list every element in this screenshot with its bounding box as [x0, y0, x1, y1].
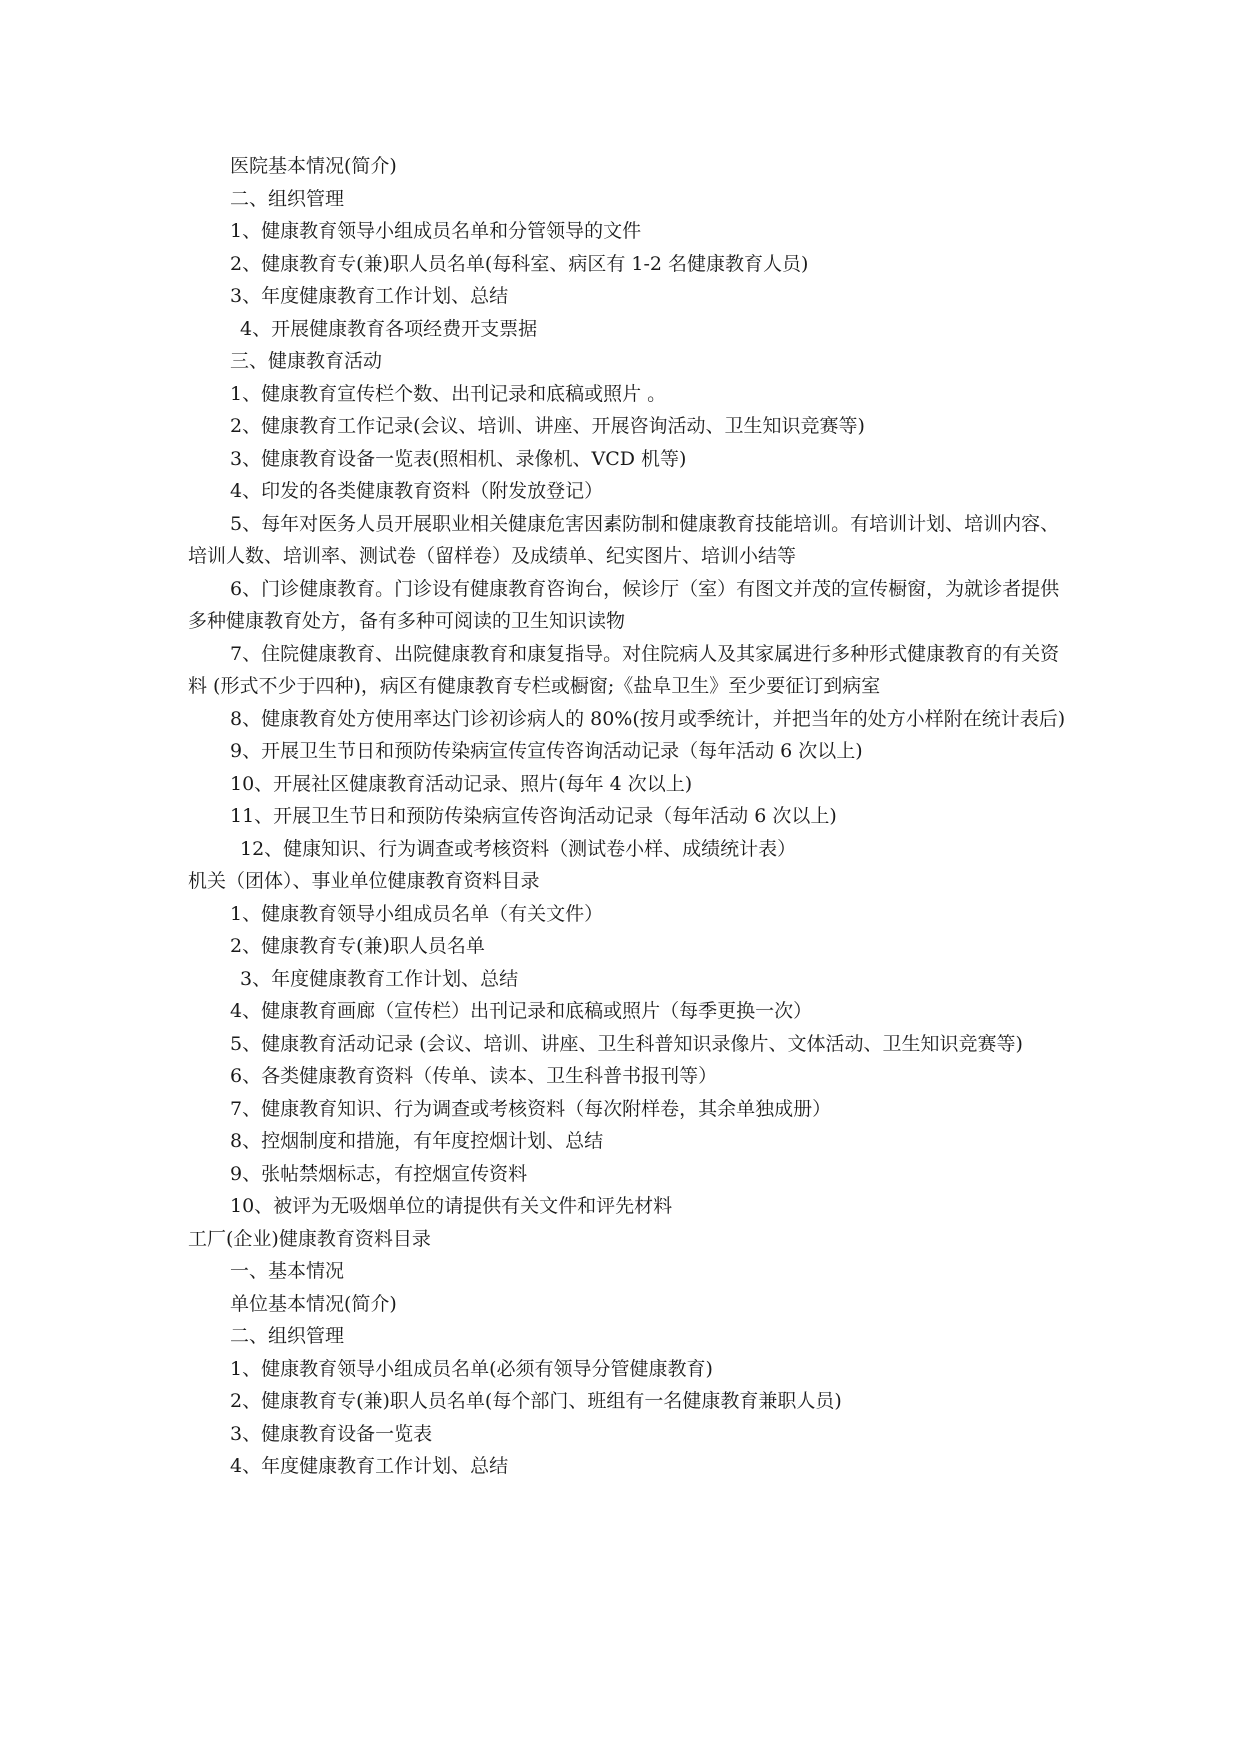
- list-item: 9、开展卫生节日和预防传染病宣传宣传咨询活动记录（每年活动 6 次以上): [230, 740, 863, 762]
- list-item-paragraph: 6、门诊健康教育。门诊设有健康教育咨询台，候诊厅（室）有图文并茂的宣传橱窗，为就诊者提供多种健康教育处方，备有多种可阅读的卫生知识读物: [188, 577, 1060, 632]
- list-item: 9、张帖禁烟标志，有控烟宣传资料: [230, 1162, 528, 1185]
- list-item: 1、健康教育宣传栏个数、出刊记录和底稿或照片 。: [230, 382, 667, 405]
- list-item: 1、健康教育领导小组成员名单和分管领导的文件: [230, 220, 642, 242]
- list-item: 4、印发的各类健康教育资料（附发放登记）: [230, 480, 604, 502]
- hospital-intro-line: 医院基本情况(简介): [230, 155, 397, 177]
- list-item: 4、健康教育画廊（宣传栏）出刊记录和底稿或照片（每季更换一次）: [230, 1000, 813, 1022]
- list-item: 8、控烟制度和措施，有年度控烟计划、总结: [230, 1130, 604, 1152]
- section-heading-activities: 三、健康教育活动: [230, 350, 383, 372]
- list-item: 6、各类健康教育资料（传单、读本、卫生科普书报刊等）: [230, 1065, 718, 1087]
- document-body: [188, 150, 1068, 1483]
- list-item: 1、健康教育领导小组成员名单(必须有领导分管健康教育): [230, 1357, 713, 1380]
- list-item: 2、健康教育专(兼)职人员名单(每个部门、班组有一名健康教育兼职人员): [230, 1390, 842, 1412]
- section-heading-basic: 一、基本情况: [230, 1260, 345, 1282]
- list-item: 2、健康教育专(兼)职人员名单: [230, 935, 485, 957]
- list-item: 7、健康教育知识、行为调查或考核资料（每次附样卷，其余单独成册）: [230, 1097, 832, 1120]
- section-title-agencies: 机关（团体）、事业单位健康教育资料目录: [188, 870, 540, 892]
- list-item-paragraph: 7、住院健康教育、出院健康教育和康复指导。对住院病人及其家属进行多种形式健康教育的有关资料 (形式不少于四种)，病区有健康教育专栏或橱窗;《盐阜卫生》至少要征订到病室: [188, 642, 1060, 697]
- list-item: 3、健康教育设备一览表(照相机、录像机、VCD 机等): [230, 447, 687, 470]
- list-item: 10、开展社区健康教育活动记录、照片(每年 4 次以上): [230, 772, 693, 795]
- section-heading-org: 二、组织管理: [230, 1325, 345, 1347]
- section-title-factories: 工厂(企业)健康教育资料目录: [188, 1227, 431, 1250]
- list-item: 3、年度健康教育工作计划、总结: [240, 967, 519, 990]
- list-item: 4、开展健康教育各项经费开支票据: [240, 317, 538, 340]
- list-item: 4、年度健康教育工作计划、总结: [230, 1455, 509, 1477]
- list-item: 3、健康教育设备一览表: [230, 1422, 433, 1445]
- list-item-paragraph: 5、每年对医务人员开展职业相关健康危害因素防制和健康教育技能培训。有培训计划、培训内容、培训人数、培训率、测试卷（留样卷）及成绩单、纪实图片、培训小结等: [188, 512, 1060, 567]
- section-heading-org: 二、组织管理: [230, 187, 345, 210]
- list-item: 3、年度健康教育工作计划、总结: [230, 285, 509, 307]
- list-item: 2、健康教育工作记录(会议、培训、讲座、开展咨询活动、卫生知识竞赛等): [230, 415, 865, 437]
- list-item: 11、开展卫生节日和预防传染病宣传咨询活动记录（每年活动 6 次以上): [230, 805, 837, 827]
- list-item-paragraph: 8、健康教育处方使用率达门诊初诊病人的 80%(按月或季统计，并把当年的处方小样附在统计表后): [230, 707, 1066, 730]
- list-item: 2、健康教育专(兼)职人员名单(每科室、病区有 1-2 名健康教育人员): [230, 252, 809, 275]
- list-item: 12、健康知识、行为调查或考核资料（测试卷小样、成绩统计表）: [240, 837, 797, 860]
- list-item: 10、被评为无吸烟单位的请提供有关文件和评先材料: [230, 1195, 673, 1217]
- unit-intro-line: 单位基本情况(简介): [230, 1292, 397, 1315]
- list-item-paragraph: 5、健康教育活动记录 (会议、培训、讲座、卫生科普知识录像片、文体活动、卫生知识竞赛等): [230, 1032, 1023, 1055]
- list-item: 1、健康教育领导小组成员名单（有关文件）: [230, 902, 604, 925]
